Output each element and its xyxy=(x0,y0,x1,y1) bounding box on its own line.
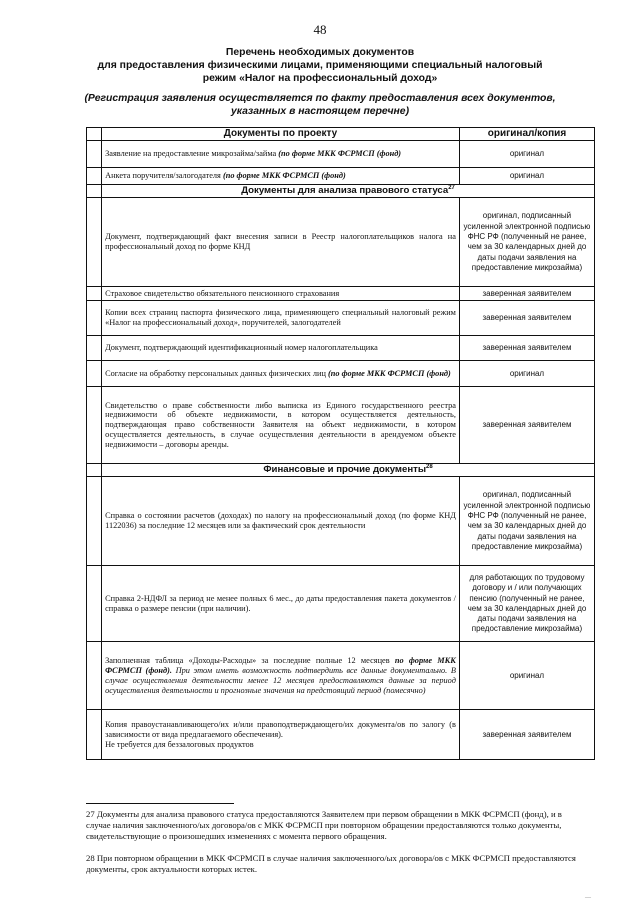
footnote-27: 27 Документы для анализа правового статуса предоставляются Заявителем при первом обращении в МКК ФСРМСП (фонд), и в случае наличия заключенного/ых договора/ов с МКК ФСРМСП при повторном обращении предоставляются только документы, свидетельствующие о произошедших изменениях с момента первого обращения. xyxy=(86,809,562,841)
title-line: для предоставления физическими лицами, применяющими специальный налоговый xyxy=(97,60,543,71)
doc-cell: Документ, подтверждающий факт внесения записи в Реестр налогоплательщиков налога на профессиональный доход по форме КНД xyxy=(102,198,460,287)
table-header-row xyxy=(87,128,595,141)
status-cell: оригинал xyxy=(459,141,594,168)
table-row xyxy=(87,710,595,760)
status-cell: оригинал, подписанный усиленной электронной подписью ФНС РФ (полученный не ранее, чем за 30 календарных дней до даты подачи заявления на предоставление микрозайма) xyxy=(459,477,594,566)
doc-text: Согласие на обработку персональных данных физических лиц xyxy=(105,368,329,378)
table-row xyxy=(87,336,595,361)
doc-cell: Справка о состоянии расчетов (доходах) по налогу на профессиональный доход (по форме КНД 1122036) за последние 12 месяцев или за фактический срок деятельности xyxy=(102,477,460,566)
status-cell: заверенная заявителем xyxy=(459,287,594,301)
document-title xyxy=(70,46,570,85)
table-row xyxy=(87,361,595,387)
page-number: 48 xyxy=(313,22,327,37)
table-row xyxy=(87,566,595,642)
header-documents: Документы по проекту xyxy=(102,128,460,141)
doc-cell: Страховое свидетельство обязательного пенсионного страхования xyxy=(102,287,460,301)
scan-mark: — xyxy=(585,895,591,901)
doc-text-extra: Не требуется для беззалоговых продуктов xyxy=(105,739,254,749)
status-cell: заверенная заявителем xyxy=(459,301,594,336)
status-cell: заверенная заявителем xyxy=(459,710,594,760)
status-cell: оригинал xyxy=(459,168,594,185)
table-row xyxy=(87,642,595,710)
doc-form: (по форме МКК ФСРМСП (фонд) xyxy=(278,149,402,159)
section-heading xyxy=(102,185,595,198)
status-cell: для работающих по трудовому договору и / или получающих пенсию (полученный не ранее, чем за 30 календарных дней до даты подачи заявления на предоставление микрозайма) xyxy=(459,566,594,642)
subtitle-line: указанных в настоящем перечне) xyxy=(230,106,410,117)
doc-form: (по форме МКК ФСРМСП (фонд) xyxy=(328,368,451,378)
doc-cell: Справка 2-НДФЛ за период не менее полных 6 мес., до даты предоставления пакета документов / справка о размере пенсии (при наличии). xyxy=(102,566,460,642)
footnote-28: 28 При повторном обращении в МКК ФСРМСП в случае наличия заключенного/ых договора/ов с МКК ФСРМСП предоставляются документы, срок актуальности которых истек. xyxy=(86,853,576,874)
section-row xyxy=(87,464,595,477)
table-row xyxy=(87,301,595,336)
title-line: Перечень необходимых документов xyxy=(225,47,415,58)
doc-note: При этом иметь возможность подтвердить все данные документально. В случае осуществления деятельности менее 12 месяцев предоставляются данные за период осуществления деятельности и прогнозные значения на предстоящий период (помесячно) xyxy=(105,665,456,695)
table-row xyxy=(87,287,595,301)
doc-form: (по форме МКК ФСРМСП (фонд) xyxy=(222,171,346,181)
table-row xyxy=(87,198,595,287)
doc-cell xyxy=(102,710,460,760)
table-row xyxy=(87,477,595,566)
subtitle-line: (Регистрация заявления осуществляется по факту предоставления всех документов, xyxy=(84,93,556,104)
header-status: оригинал/копия xyxy=(459,128,594,141)
doc-text: Заявление на предоставление микрозайма/займа xyxy=(105,149,279,159)
document-subtitle xyxy=(70,92,570,118)
section-heading xyxy=(102,464,595,477)
doc-cell: Копии всех страниц паспорта физического лица, применяющего специальный налоговый режим «Налог на профессиональный доход», поручителей, залогодателей xyxy=(102,301,460,336)
status-cell: оригинал xyxy=(459,642,594,710)
status-cell: заверенная заявителем xyxy=(459,336,594,361)
status-cell: оригинал, подписанный усиленной электронной подписью ФНС РФ (полученный не ранее, чем за 30 календарных дней до даты подачи заявления на предоставление микрозайма) xyxy=(459,198,594,287)
table-row xyxy=(87,141,595,168)
doc-cell: Документ, подтверждающий идентификационный номер налогоплательщика xyxy=(102,336,460,361)
table-row xyxy=(87,168,595,185)
footnote-ref: 28 xyxy=(426,464,433,471)
title-line: режим «Налог на профессиональный доход» xyxy=(202,73,438,84)
section-title: Финансовые и прочие документы xyxy=(263,464,427,476)
doc-form: по форме МКК ФСРМСП (фонд). xyxy=(105,655,456,675)
status-cell: заверенная заявителем xyxy=(459,387,594,464)
status-cell: оригинал xyxy=(459,361,594,387)
doc-text: Заполненная таблица «Доходы-Расходы» за последние полные 12 месяцев xyxy=(105,655,395,665)
doc-cell: Свидетельство о праве собственности либо выписка из Единого государственного реестра недвижимости об объекте недвижимости, в котором осуществляется деятельность, подтверждающая право собственности Заявителя на объект недвижимости, в котором осуществляется деятельность, в случае осуществления деятельности в арендуемом объекте недвижимости – договоры аренды. xyxy=(102,387,460,464)
doc-text: Анкета поручителя/залогодателя xyxy=(105,171,223,181)
doc-cell xyxy=(102,141,460,168)
doc-cell xyxy=(102,642,460,710)
section-row xyxy=(87,185,595,198)
footnote-ref: 27 xyxy=(448,185,455,192)
footnote-separator xyxy=(86,803,234,804)
doc-cell xyxy=(102,168,460,185)
table-row xyxy=(87,387,595,464)
documents-table xyxy=(86,127,595,760)
doc-text: Копия правоустанавливающего/их и/или правоподтверждающего/их документа/ов по залогу (в зависимости от вида предлагаемого обеспечения). xyxy=(105,719,456,739)
doc-cell xyxy=(102,361,460,387)
section-title: Документы для анализа правового статуса xyxy=(241,185,449,197)
